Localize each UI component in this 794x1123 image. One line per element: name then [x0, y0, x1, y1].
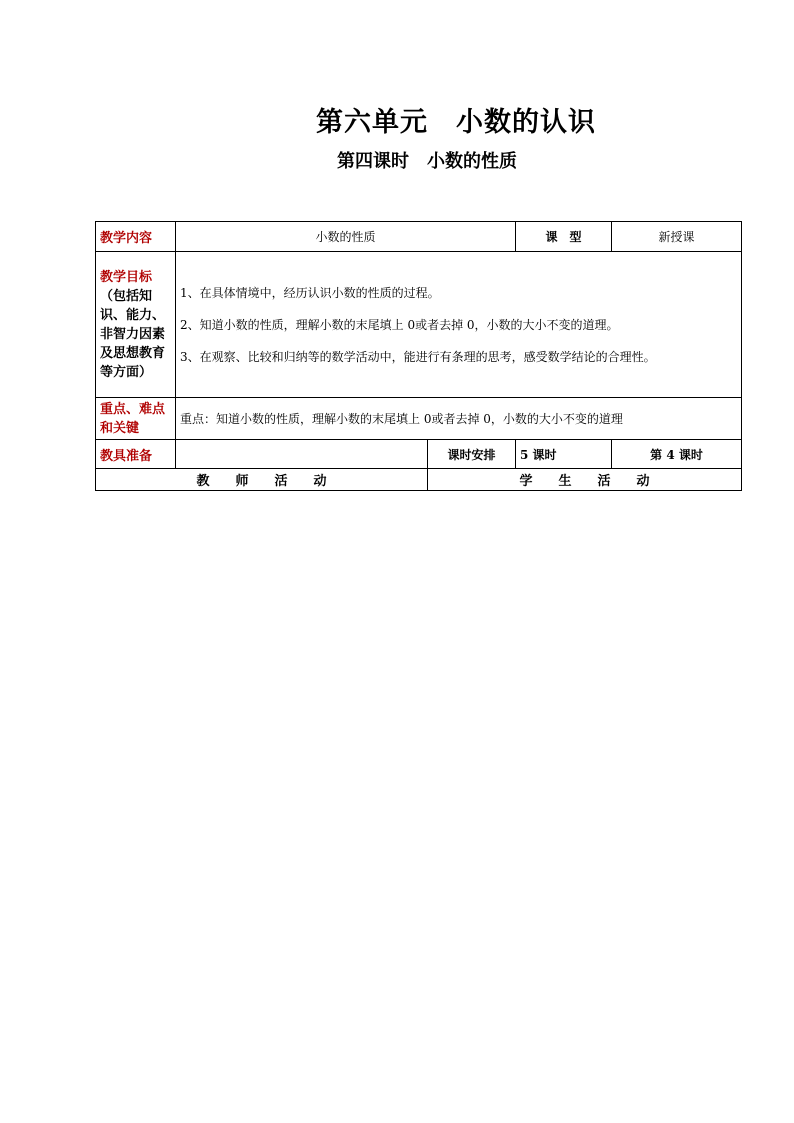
content-label-cell — [96, 222, 176, 252]
goals-label: 教学目标 — [100, 269, 153, 285]
goal-item: 1、在具体情境中，经历认识小数的性质的过程。 — [180, 285, 440, 300]
activity-header-row — [96, 469, 742, 491]
student-activity-header: 学 生 活 动 — [428, 469, 742, 491]
goals-row — [96, 252, 742, 398]
page-title: 第六单元 小数的认识 — [316, 107, 596, 138]
keypoints-value: 重点：知道小数的性质，理解小数的末尾填上 0或者去掉 0，小数的大小不变的道理 — [176, 398, 742, 440]
schedule-label: 课时安排 — [428, 440, 516, 469]
keypoints-row — [96, 398, 742, 440]
tools-value — [176, 440, 428, 469]
content-value: 小数的性质 — [176, 222, 516, 252]
keypoints-label: 重点、难点和关键 — [100, 401, 166, 436]
lesson-plan-table — [95, 221, 742, 491]
page-subtitle: 第四课时 小数的性质 — [337, 151, 517, 172]
teacher-activity-header: 教 师 活 动 — [96, 469, 428, 491]
goals-list — [176, 252, 742, 398]
goals-sublabel: （包括知识、能力、非智力因素及思想教育等方面） — [100, 288, 166, 380]
tools-label: 教具准备 — [100, 448, 153, 464]
tools-row — [96, 440, 742, 469]
content-row — [96, 222, 742, 252]
type-value: 新授课 — [612, 222, 742, 252]
keypoints-label-cell — [96, 398, 176, 440]
schedule-value: 5 课时 — [516, 440, 612, 469]
tools-label-cell — [96, 440, 176, 469]
goal-item: 3、在观察、比较和归纳等的数学活动中，能进行有条理的思考，感受数学结论的合理性。 — [180, 349, 656, 364]
goal-item: 2、知道小数的性质，理解小数的末尾填上 0或者去掉 0，小数的大小不变的道理。 — [180, 317, 619, 332]
content-label: 教学内容 — [100, 231, 153, 246]
type-label: 课 型 — [516, 222, 612, 252]
goals-label-cell — [96, 252, 176, 398]
current-lesson: 第 4 课时 — [612, 440, 742, 469]
